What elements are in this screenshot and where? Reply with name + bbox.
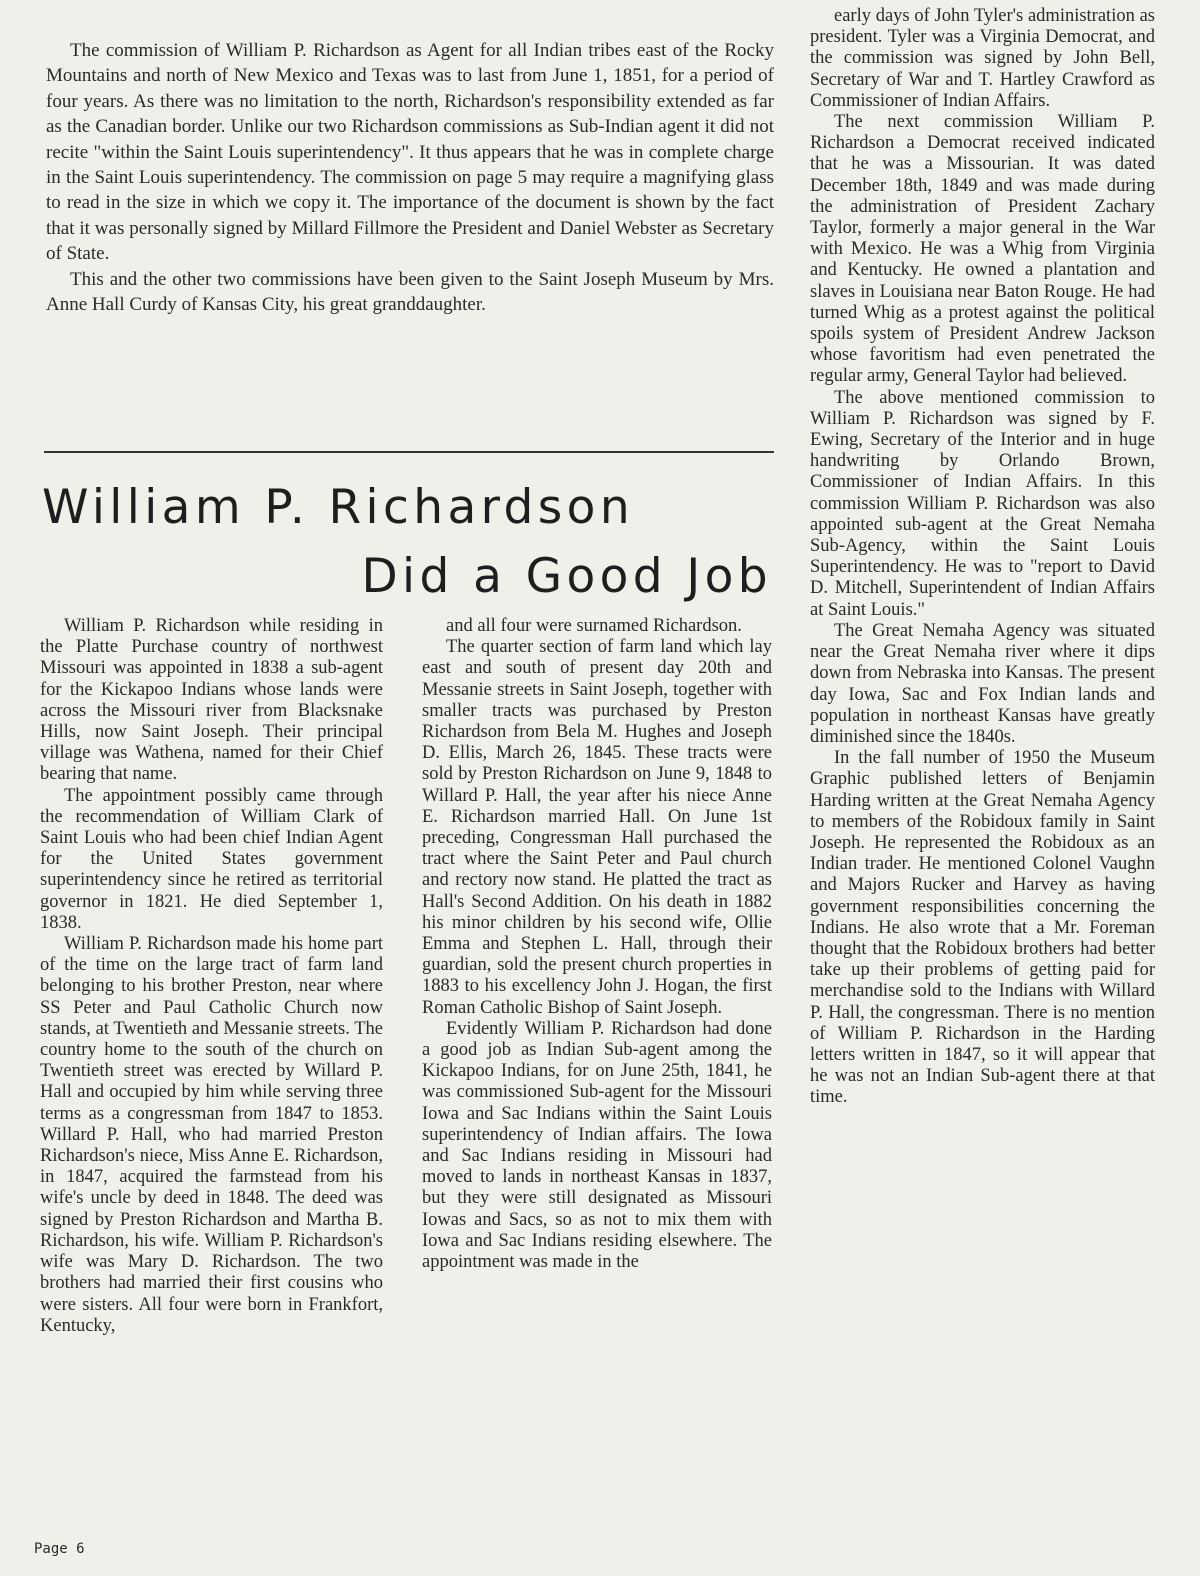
article-paragraph: The Great Nemaha Agency was situated near the Great Nemaha river where it dips down from Nebraska into Kansas. The present day Iowa, Sac and Fox Indian lands and population in northeast Kansas have greatly diminished since the 1840s.	[810, 620, 1155, 747]
article-paragraph: William P. Richardson made his home part of the time on the large tract of farm land belonging to his brother Preston, near where SS Peter and Paul Catholic Church now stands, at Twentieth and Messanie streets. The country home to the south of the church on Twentieth street was erected by Willard P. Hall and occupied by him while serving three terms as a congressman from 1847 to 1853. Willard P. Hall, who had married Preston Richardson's niece, Miss Anne E. Richardson, in 1847, acquired the farmstead from his wife's uncle by deed in 1848. The deed was signed by Preston Richardson and Martha B. Richardson, his wife. William P. Richardson's wife was Mary D. Richardson. The two brothers had married their first cousins who were sisters. All four were born in Frankfort, Kentucky,	[40, 934, 383, 1336]
intro-paragraph: This and the other two commissions have been given to the Saint Joseph Museum by Mrs. Anne Hall Curdy of Kansas City, his great granddaughter.	[46, 268, 774, 316]
article-paragraph: early days of John Tyler's administration as president. Tyler was a Virginia Democrat, and the commission was signed by John Bell, Secretary of War and T. Hartley Crawford as Commissioner of Indian Affairs.	[810, 6, 1155, 111]
article-paragraph: The quarter section of farm land which lay east and south of present day 20th and Messanie streets in Saint Joseph, together with smaller tracts was purchased by Preston Richardson from Bela M. Hughes and Joseph D. Ellis, March 26, 1845. These tracts were sold by Preston Richardson on June 9, 1848 to Willard P. Hall, the year after his niece Anne E. Richardson married Hall. On June 1st preceding, Congressman Hall purchased the tract where the Saint Peter and Paul church and rectory now stand. He platted the tract as Hall's Second Addition. On his death in 1882 his minor children by his second wife, Ollie Emma and Stephen L. Hall, through their guardian, sold the present church properties in 1883 to his excellency John J. Hogan, the first Roman Catholic Bishop of Saint Joseph.	[422, 637, 772, 1018]
article-paragraph: Evidently William P. Richardson had done a good job as Indian Sub-agent among the Kickapoo Indians, for on June 25th, 1841, he was commissioned Sub-agent for the Missouri Iowa and Sac Indians within the Saint Louis superintendency of Indian affairs. The Iowa and Sac Indians residing in Missouri had moved to lands in northeast Kansas in 1837, but they were still designated as Missouri Iowas and Sacs, so as not to mix them with Iowa and Sac Indians residing elsewhere. The appointment was made in the	[422, 1018, 772, 1273]
section-divider	[44, 451, 774, 453]
article-paragraph: The next commission William P. Richardson a Democrat received indicated that he was a Missourian. It was dated December 18th, 1849 and was made during the administration of President Zachary Taylor, formerly a major general in the War with Mexico. He was a Whig from Virginia and Kentucky. He owned a plantation and slaves in Louisiana near Baton Rouge. He had turned Whig as a protest against the political spoils system of President Andrew Jackson whose favoritism had even penetrated the regular army, General Taylor had believed.	[810, 112, 1155, 387]
article-column-1	[40, 616, 383, 1337]
article-paragraph: In the fall number of 1950 the Museum Graphic published letters of Benjamin Harding written at the Great Nemaha Agency to members of the Robidoux family in Saint Joseph. He represented the Robidoux as an Indian trader. He mentioned Colonel Vaughn and Majors Rucker and Harvey as having government responsibilities concerning the Indians. He also wrote that a Mr. Foreman thought that the Robidoux brothers had better take up their problems of getting paid for merchandise sold to the Indians with Willard P. Hall, the congressman. There is no mention of William P. Richardson in the Harding letters written in 1847, so it will appear that he was not an Indian Sub-agent there at that time.	[810, 748, 1155, 1108]
article-paragraph: William P. Richardson while residing in the Platte Purchase country of northwest Missouri was appointed in 1838 a sub-agent for the Kickapoo Indians whose lands were across the Missouri river from Blacksnake Hills, now Saint Joseph. Their principal village was Wathena, named for their Chief bearing that name.	[40, 616, 383, 785]
intro-paragraph: The commission of William P. Richardson as Agent for all Indian tribes east of the Rocky Mountains and north of New Mexico and Texas was to last from June 1, 1851, for a period of four years. As there was no limitation to the north, Richardson's responsibility extended as far as the Canadian border. Unlike our two Richardson commissions as Sub-Indian agent it did not recite "within the Saint Louis superintendency". It thus appears that he was in complete charge in the Saint Louis superintendency. The commission on page 5 may require a magnifying glass to read in the size in which we copy it. The importance of the document is shown by the fact that it was personally signed by Millard Fillmore the President and Daniel Webster as Secretary of State.	[46, 40, 774, 265]
article-paragraph: The above mentioned commission to William P. Richardson was signed by F. Ewing, Secretary of the Interior and in huge handwriting by Orlando Brown, Commissioner of Indian Affairs. In this commission William P. Richardson was also appointed sub-agent at the Great Nemaha Sub-Agency, within the Saint Louis Superintendency. He was to "report to David D. Mitchell, Superintendent of Indian Affairs at Saint Louis."	[810, 387, 1155, 620]
intro-section	[46, 38, 774, 317]
article-paragraph: The appointment possibly came through the recommendation of William Clark of Saint Louis who had been chief Indian Agent for the United States government superintendency since he retired as territorial governor in 1821. He died September 1, 1838.	[40, 785, 383, 933]
headline-line-2: Did a Good Job	[361, 549, 772, 604]
article-column-3	[810, 6, 1155, 1109]
article-paragraph: and all four were surnamed Richardson.	[446, 616, 742, 636]
page-number: Page 6	[34, 1541, 85, 1557]
article-column-2	[422, 616, 772, 1273]
headline-line-1: William P. Richardson	[42, 480, 635, 535]
